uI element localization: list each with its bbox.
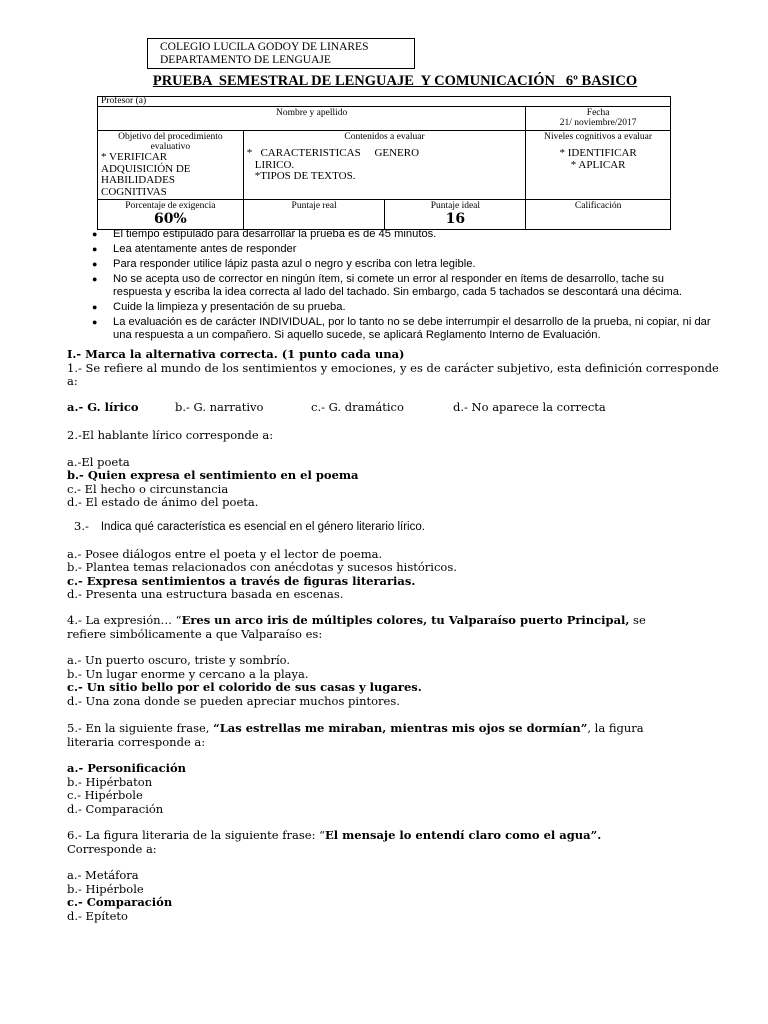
instruction-item: ● La evaluación es de carácter INDIVIDUAL, por lo tanto no se debe interrumpir el desarrollo de la prueba, ni copiar, ni dar una respuesta a un compañero. Si aquello sucede, se aplicará Reglamento Interno de Evaluación. — [92, 316, 711, 341]
option-c[interactable]: c.- Comparación — [67, 895, 173, 909]
option-c[interactable]: c.- Un sitio bello por el colorido de sus casas y lugares. — [67, 680, 422, 694]
question-2-block — [67, 429, 727, 510]
calificacion-label: Calificación — [574, 201, 622, 211]
bullet-icon: ● — [92, 317, 98, 327]
option-b[interactable]: b.- Un lugar enorme y cercano a la playa. — [67, 666, 309, 681]
question-2-text: 2.-El hablante lírico corresponde a: — [67, 428, 274, 442]
instruction-item: ● Lea atentamente antes de responder — [92, 243, 297, 255]
contenidos-value-1: * CARACTERISTICAS GENERO — [246, 147, 420, 159]
option-a[interactable]: a.- Personificación — [67, 761, 187, 775]
option-d[interactable]: d.- El estado de ánimo del poeta. — [67, 495, 259, 509]
contenidos-value-2: LIRICO. — [254, 158, 295, 171]
niveles-cell — [526, 131, 671, 200]
option-b[interactable]: b.- Hipérbole — [67, 881, 144, 896]
contenidos-value-3: *TIPOS DE TEXTOS. — [254, 170, 356, 182]
puntaje-ideal-value: 16 — [445, 211, 466, 227]
option-d[interactable]: d.- Presenta una estructura basada en escenas. — [67, 587, 344, 601]
objetivo-value-2: HABILIDADES COGNITIVAS — [101, 174, 175, 198]
option-c[interactable]: c.- Hipérbole — [67, 788, 143, 802]
question-6-block — [67, 829, 727, 923]
objetivo-label: Objetivo del procedimiento evaluativo — [118, 132, 223, 152]
bullet-icon: ● — [92, 229, 98, 239]
objetivo-cell — [98, 131, 244, 200]
question-1-options — [67, 401, 727, 415]
option-b[interactable]: b.- Hipérbaton — [67, 774, 153, 789]
school-name: COLEGIO LUCILA GODOY DE LINARES — [160, 41, 369, 53]
puntaje-ideal-label: Puntaje ideal — [430, 201, 481, 211]
option-b[interactable]: b.- Plantea temas relacionados con anécdotas y sucesos históricos. — [67, 560, 457, 574]
bullet-icon: ● — [92, 274, 98, 284]
question-5-block — [67, 722, 727, 816]
option-c[interactable]: c.- G. dramático — [311, 399, 404, 414]
question-3-text: 3.- Indica qué característica es esencial en el género literario lírico. — [74, 519, 425, 533]
option-a[interactable]: a.- Metáfora — [67, 868, 139, 882]
instruction-item: ● Cuide la limpieza y presentación de su prueba. — [92, 301, 346, 313]
option-c[interactable]: c.- Expresa sentimientos a través de figuras literarias. — [67, 573, 416, 588]
option-a[interactable]: a.- Posee diálogos entre el poeta y el lector de poema. — [67, 546, 383, 561]
porcentaje-label: Porcentaje de exigencia — [125, 201, 216, 211]
instruction-item: ● El tiempo estipulado para desarrollar la prueba es de 45 minutos. — [92, 228, 437, 240]
niveles-label: Niveles cognitivos a evaluar — [544, 132, 653, 142]
niveles-value-1: * IDENTIFICAR — [559, 147, 637, 159]
option-a[interactable]: a.- G. lírico — [67, 399, 139, 414]
school-header-box — [147, 38, 415, 69]
puntaje-real-label: Puntaje real — [291, 201, 337, 211]
option-c[interactable]: c.- El hecho o circunstancia — [67, 481, 229, 496]
niveles-value-2: * APLICAR — [570, 158, 626, 171]
question-4-text: 4.- La expresión… “Eres un arco iris de múltiples colores, tu Valparaíso puerto Principal, se — [67, 613, 646, 627]
question-1-text: 1.- Se refiere al mundo de los sentimientos y emociones, y es de carácter subjetivo, esta definición corresponde a: — [67, 360, 719, 388]
fecha-label: Fecha — [586, 108, 610, 118]
nombre-label: Nombre y apellido — [98, 107, 526, 131]
fecha-value: 21/ noviembre/2017 — [559, 118, 637, 128]
option-d[interactable]: d.- Epíteto — [67, 908, 128, 923]
puntaje-ideal-cell — [385, 200, 526, 230]
option-a[interactable]: a.-El poeta — [67, 454, 130, 469]
option-a[interactable]: a.- Un puerto oscuro, triste y sombrío. — [67, 653, 291, 667]
option-b[interactable]: b.- G. narrativo — [175, 399, 264, 414]
question-6-text-line2: Corresponde a: — [67, 841, 157, 856]
option-d[interactable]: d.- Una zona donde se pueden apreciar muchos pintores. — [67, 693, 400, 708]
question-4-text-line2: refiere simbólicamente a que Valparaíso es: — [67, 626, 323, 641]
question-3-block — [67, 520, 727, 602]
fecha-cell — [526, 107, 671, 131]
objetivo-value-1: * VERIFICAR ADQUISICIÓN DE — [101, 151, 191, 175]
section-heading: I.- Marca la alternativa correcta. (1 punto cada una) — [67, 347, 405, 361]
porcentaje-value: 60% — [153, 211, 187, 227]
bullet-icon: ● — [92, 244, 98, 254]
instruction-item: ● Para responder utilice lápiz pasta azul o negro y escriba con letra legible. — [92, 258, 476, 270]
bullet-icon: ● — [92, 302, 98, 312]
question-5-text: 5.- En la siguiente frase, “Las estrellas me miraban, mientras mis ojos se dormían”, la figura — [67, 721, 644, 735]
exam-info-table — [97, 96, 671, 230]
contenidos-cell — [243, 131, 526, 200]
puntaje-real-cell — [243, 200, 385, 230]
instructions-list — [92, 228, 712, 344]
profesor-label: Profesor (a) — [98, 97, 671, 107]
question-5-text-line2: literaria corresponde a: — [67, 734, 206, 749]
calificacion-cell — [526, 200, 671, 230]
contenidos-label: Contenidos a evaluar — [344, 132, 425, 142]
question-4-block — [67, 614, 727, 708]
exam-title: PRUEBA SEMESTRAL DE LENGUAJE Y COMUNICACIÓN 6º BASICO — [152, 73, 638, 89]
option-b[interactable]: b.- Quien expresa el sentimiento en el poema — [67, 468, 359, 482]
instruction-item: ● No se acepta uso de corrector en ningún ítem, si comete un error al responder en ítems de desarrollo, tache su respuesta y escriba la idea correcta al lado del tachado. Sin embargo, cada 5 tachados se descontará una décima. — [92, 273, 683, 298]
question-6-text: 6.- La figura literaria de la siguiente frase: “El mensaje lo entendí claro como el agua”. — [67, 828, 602, 842]
porcentaje-cell — [98, 200, 244, 230]
option-d[interactable]: d.- No aparece la correcta — [453, 399, 606, 414]
department-name: DEPARTAMENTO DE LENGUAJE — [160, 54, 331, 66]
question-1-block — [67, 348, 727, 414]
option-d[interactable]: d.- Comparación — [67, 801, 164, 816]
bullet-icon: ● — [92, 259, 98, 269]
